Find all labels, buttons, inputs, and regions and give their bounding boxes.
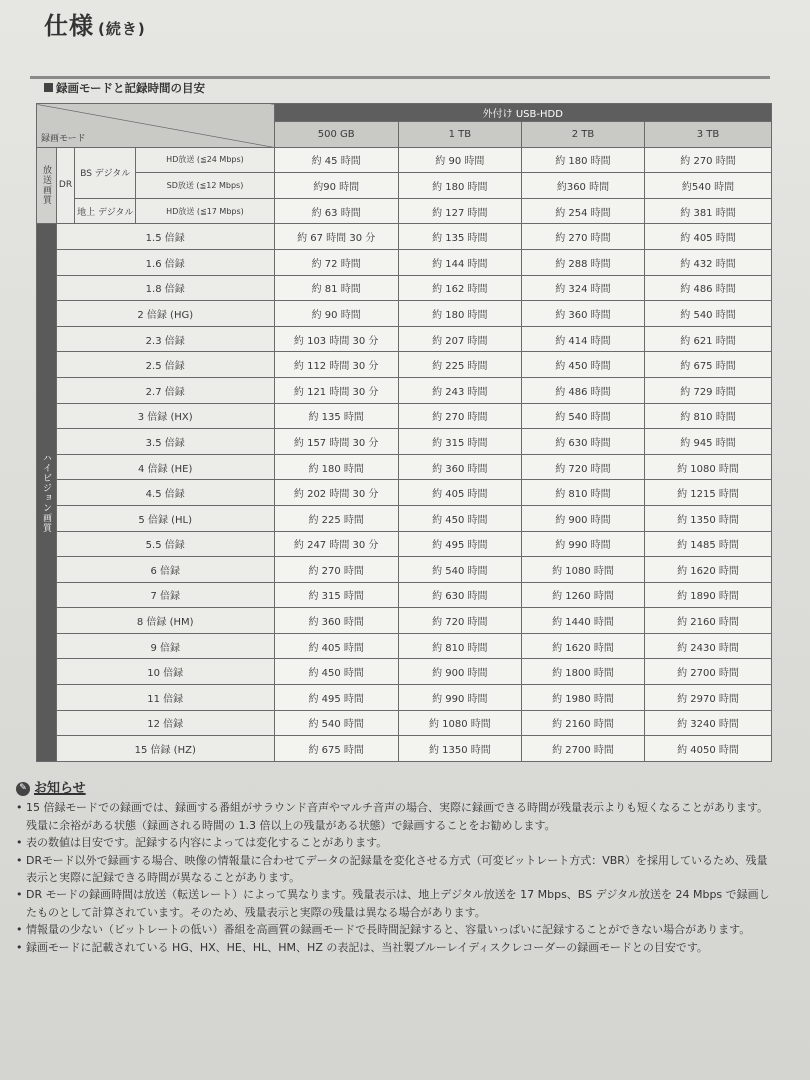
terrestrial-digital-label: 地上 デジタル: [75, 198, 136, 224]
mode-cell: 12 倍録: [56, 710, 274, 736]
value-cell: 約 1440 時間: [521, 608, 644, 634]
mode-cell: 1.5 倍録: [56, 224, 274, 250]
value-cell: 約 495 時間: [274, 685, 398, 711]
mode-cell: 4.5 倍録: [56, 480, 274, 506]
value-cell: 約 540 時間: [521, 403, 644, 429]
value-cell: 約 2160 時間: [645, 608, 772, 634]
mode-cell: HD放送 (≦17 Mbps): [136, 198, 274, 224]
value-cell: 約 990 時間: [398, 685, 521, 711]
value-cell: 約 621 時間: [645, 326, 772, 352]
mode-cell: 2.7 倍録: [56, 377, 274, 403]
value-cell: 約 810 時間: [645, 403, 772, 429]
value-cell: 約 225 時間: [274, 505, 398, 531]
table-row: [37, 198, 772, 224]
value-cell: 約 2970 時間: [645, 685, 772, 711]
capacity-header: 2 TB: [521, 122, 644, 148]
mode-cell: 5.5 倍録: [56, 531, 274, 557]
value-cell: 約 162 時間: [398, 275, 521, 301]
value-cell: 約 360 時間: [274, 608, 398, 634]
value-cell: 約 900 時間: [398, 659, 521, 685]
value-cell: 約 540 時間: [398, 557, 521, 583]
table-row: [37, 352, 772, 378]
value-cell: 約 270 時間: [521, 224, 644, 250]
capacity-header: 3 TB: [645, 122, 772, 148]
table-row: [37, 557, 772, 583]
mode-cell: 3 倍録 (HX): [56, 403, 274, 429]
value-cell: 約 486 時間: [521, 377, 644, 403]
value-cell: 約 4050 時間: [645, 736, 772, 762]
value-cell: 約 1350 時間: [645, 505, 772, 531]
value-cell: 約 900 時間: [521, 505, 644, 531]
page-title-suffix: (続き): [98, 20, 146, 38]
value-cell: 約 1485 時間: [645, 531, 772, 557]
notice-item: • 情報量の少ない（ビットレートの低い）番組を高画質の録画モードで長時間記録すると、容量いっぱいに記録することができない場合があります。: [16, 921, 776, 938]
section-rule: [30, 76, 770, 79]
value-cell: 約 630 時間: [521, 429, 644, 455]
value-cell: 約 180 時間: [398, 301, 521, 327]
table-row: [37, 531, 772, 557]
value-cell: 約 127 時間: [398, 198, 521, 224]
value-cell: 約 720 時間: [398, 608, 521, 634]
value-cell: 約 1620 時間: [521, 633, 644, 659]
value-cell: 約 2430 時間: [645, 633, 772, 659]
value-cell: 約 121 時間 30 分: [274, 377, 398, 403]
value-cell: 約 360 時間: [398, 454, 521, 480]
table-row: [37, 659, 772, 685]
value-cell: 約 720 時間: [521, 454, 644, 480]
table-row: [37, 403, 772, 429]
mode-cell: 3.5 倍録: [56, 429, 274, 455]
square-bullet-icon: [44, 83, 53, 92]
value-cell: 約 1800 時間: [521, 659, 644, 685]
capacity-header: 500 GB: [274, 122, 398, 148]
table-row: [37, 326, 772, 352]
value-cell: 約 315 時間: [398, 429, 521, 455]
table-row: [37, 710, 772, 736]
value-cell: 約 243 時間: [398, 377, 521, 403]
value-cell: 約 450 時間: [274, 659, 398, 685]
value-cell: 約 72 時間: [274, 249, 398, 275]
value-cell: 約 180 時間: [398, 173, 521, 199]
value-cell: 約 2700 時間: [645, 659, 772, 685]
value-cell: 約 495 時間: [398, 531, 521, 557]
section-title: 録画モードと記録時間の目安: [44, 80, 205, 96]
hivision-quality-label: ハイビジョン画質: [37, 224, 57, 761]
value-cell: 約 450 時間: [398, 505, 521, 531]
table-row: [37, 633, 772, 659]
bs-digital-label: BS デジタル: [75, 147, 136, 198]
table-row: [37, 480, 772, 506]
value-cell: 約 90 時間: [398, 147, 521, 173]
notice-section: [16, 780, 776, 956]
notice-item: • 15 倍録モードでの録画では、録画する番組がサラウンド音声やマルチ音声の場合、実際に録画できる時間が残量表示よりも短くなることがあります。残量に余裕がある状態（録画される時間の 1.3 倍以上の残量がある状態）で録画することをお勧めします。: [16, 799, 776, 834]
value-cell: 約 2160 時間: [521, 710, 644, 736]
value-cell: 約 540 時間: [274, 710, 398, 736]
value-cell: 約 414 時間: [521, 326, 644, 352]
table-row: [37, 147, 772, 173]
value-cell: 約 990 時間: [521, 531, 644, 557]
value-cell: 約 225 時間: [398, 352, 521, 378]
mode-cell: 7 倍録: [56, 582, 274, 608]
table-row: [37, 454, 772, 480]
mode-cell: 2 倍録 (HG): [56, 301, 274, 327]
value-cell: 約 2700 時間: [521, 736, 644, 762]
value-cell: 約 1890 時間: [645, 582, 772, 608]
dr-label: DR: [56, 147, 74, 224]
value-cell: 約 270 時間: [645, 147, 772, 173]
value-cell: 約360 時間: [521, 173, 644, 199]
value-cell: 約 288 時間: [521, 249, 644, 275]
info-icon: ✎: [16, 782, 30, 796]
value-cell: 約 254 時間: [521, 198, 644, 224]
value-cell: 約 1980 時間: [521, 685, 644, 711]
value-cell: 約 315 時間: [274, 582, 398, 608]
table-row: [37, 275, 772, 301]
value-cell: 約 810 時間: [521, 480, 644, 506]
mode-cell: 6 倍録: [56, 557, 274, 583]
table-corner-cell: 録画モード: [37, 104, 275, 148]
value-cell: 約 81 時間: [274, 275, 398, 301]
table-row: [37, 301, 772, 327]
table-header-row: [37, 104, 772, 122]
value-cell: 約 1080 時間: [521, 557, 644, 583]
value-cell: 約 157 時間 30 分: [274, 429, 398, 455]
table-row: [37, 736, 772, 762]
mode-cell: 2.5 倍録: [56, 352, 274, 378]
value-cell: 約 360 時間: [521, 301, 644, 327]
value-cell: 約 405 時間: [398, 480, 521, 506]
mode-cell: 1.8 倍録: [56, 275, 274, 301]
mode-cell: 15 倍録 (HZ): [56, 736, 274, 762]
table-row: [37, 582, 772, 608]
value-cell: 約 103 時間 30 分: [274, 326, 398, 352]
mode-cell: 2.3 倍録: [56, 326, 274, 352]
value-cell: 約 1620 時間: [645, 557, 772, 583]
value-cell: 約 540 時間: [645, 301, 772, 327]
table-row: [37, 249, 772, 275]
value-cell: 約 90 時間: [274, 301, 398, 327]
mode-cell: 4 倍録 (HE): [56, 454, 274, 480]
value-cell: 約 135 時間: [274, 403, 398, 429]
notice-item: • DRモード以外で録画する場合、映像の情報量に合わせてデータの記録量を変化させる方式（可変ビットレート方式：VBR）を採用しているため、残量表示と実際に記録できる時間が異なることがあります。: [16, 852, 776, 887]
value-cell: 約 675 時間: [274, 736, 398, 762]
capacity-header: 1 TB: [398, 122, 521, 148]
value-cell: 約 1260 時間: [521, 582, 644, 608]
mode-cell: 1.6 倍録: [56, 249, 274, 275]
recording-time-table: [36, 103, 772, 762]
notice-item: • 表の数値は目安です。記録する内容によっては変化することがあります。: [16, 834, 776, 851]
value-cell: 約 450 時間: [521, 352, 644, 378]
table-row: [37, 505, 772, 531]
mode-cell: 10 倍録: [56, 659, 274, 685]
value-cell: 約 810 時間: [398, 633, 521, 659]
value-cell: 約 945 時間: [645, 429, 772, 455]
value-cell: 約 432 時間: [645, 249, 772, 275]
value-cell: 約 486 時間: [645, 275, 772, 301]
value-cell: 約540 時間: [645, 173, 772, 199]
value-cell: 約 45 時間: [274, 147, 398, 173]
value-cell: 約 3240 時間: [645, 710, 772, 736]
value-cell: 約 67 時間 30 分: [274, 224, 398, 250]
value-cell: 約 270 時間: [274, 557, 398, 583]
value-cell: 約 630 時間: [398, 582, 521, 608]
table-row: [37, 224, 772, 250]
value-cell: 約 112 時間 30 分: [274, 352, 398, 378]
page-title: 仕様 (続き): [44, 12, 146, 40]
notice-list: [16, 799, 776, 956]
table-row: [37, 685, 772, 711]
broadcast-quality-label: 放送画質: [37, 147, 57, 224]
value-cell: 約 144 時間: [398, 249, 521, 275]
value-cell: 約 63 時間: [274, 198, 398, 224]
mode-cell: 5 倍録 (HL): [56, 505, 274, 531]
value-cell: 約 729 時間: [645, 377, 772, 403]
value-cell: 約 405 時間: [274, 633, 398, 659]
value-cell: 約90 時間: [274, 173, 398, 199]
value-cell: 約 180 時間: [274, 454, 398, 480]
mode-cell: 8 倍録 (HM): [56, 608, 274, 634]
notice-heading: ✎ お知らせ: [16, 780, 776, 797]
value-cell: 約 1350 時間: [398, 736, 521, 762]
value-cell: 約 405 時間: [645, 224, 772, 250]
mode-cell: 11 倍録: [56, 685, 274, 711]
value-cell: 約 207 時間: [398, 326, 521, 352]
value-cell: 約 135 時間: [398, 224, 521, 250]
mode-cell: 9 倍録: [56, 633, 274, 659]
value-cell: 約 675 時間: [645, 352, 772, 378]
value-cell: 約 381 時間: [645, 198, 772, 224]
value-cell: 約 270 時間: [398, 403, 521, 429]
value-cell: 約 1215 時間: [645, 480, 772, 506]
table-row: [37, 429, 772, 455]
table-row: [37, 608, 772, 634]
table-row: [37, 377, 772, 403]
value-cell: 約 324 時間: [521, 275, 644, 301]
notice-item: • 録画モードに記載されている HG、HX、HE、HL、HM、HZ の表記は、当社製ブルーレイディスクレコーダーの録画モードとの目安です。: [16, 939, 776, 956]
usb-hdd-header: 外付け USB-HDD: [274, 104, 771, 122]
mode-cell: SD放送 (≦12 Mbps): [136, 173, 274, 199]
value-cell: 約 180 時間: [521, 147, 644, 173]
mode-cell: HD放送 (≦24 Mbps): [136, 147, 274, 173]
notice-item: • DR モードの録画時間は放送（転送レート）によって異なります。残量表示は、地上デジタル放送を 17 Mbps、BS デジタル放送を 24 Mbps で録画したものとして計算されています。そのため、残量表示と実際の残量は異なる場合があります。: [16, 886, 776, 921]
value-cell: 約 1080 時間: [645, 454, 772, 480]
table-row: [37, 173, 772, 199]
value-cell: 約 202 時間 30 分: [274, 480, 398, 506]
value-cell: 約 247 時間 30 分: [274, 531, 398, 557]
value-cell: 約 1080 時間: [398, 710, 521, 736]
